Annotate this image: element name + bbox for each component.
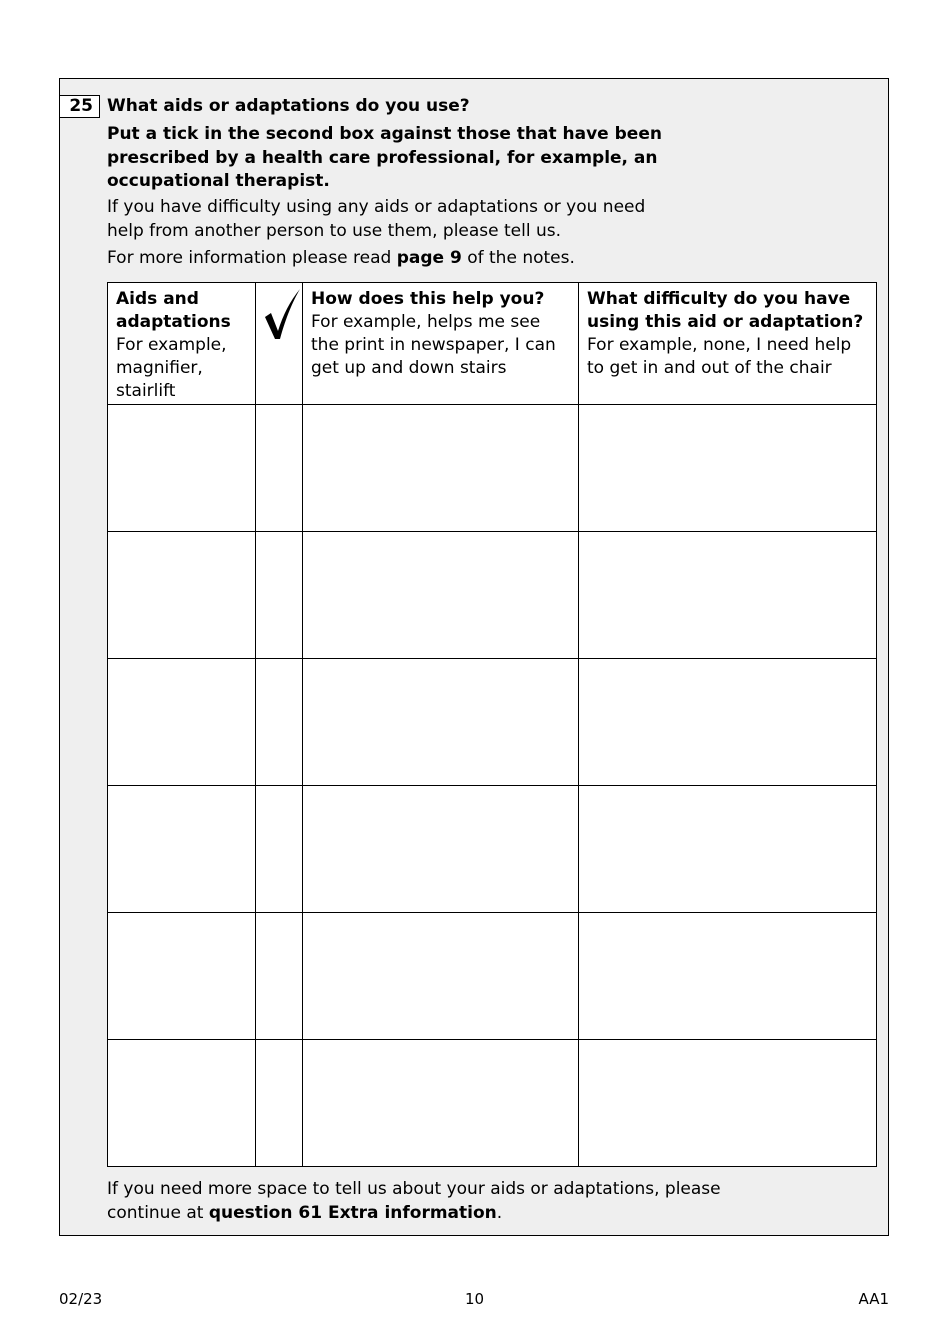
difficulty-cell[interactable] bbox=[579, 786, 877, 913]
difficulty-cell[interactable] bbox=[579, 405, 877, 532]
aid-cell[interactable] bbox=[108, 913, 256, 1040]
aid-cell[interactable] bbox=[108, 1040, 256, 1167]
how-helps-cell[interactable] bbox=[303, 659, 579, 786]
more-info-page-ref: page 9 bbox=[396, 248, 462, 268]
table-header-row bbox=[108, 283, 877, 405]
extra-space-question-ref: question 61 Extra information bbox=[208, 1202, 497, 1223]
aid-cell[interactable] bbox=[108, 405, 256, 532]
aid-cell[interactable] bbox=[108, 532, 256, 659]
how-helps-cell[interactable] bbox=[303, 913, 579, 1040]
aid-cell[interactable] bbox=[108, 786, 256, 913]
more-info-text bbox=[107, 247, 575, 271]
footer-date: 02/23 bbox=[59, 1290, 103, 1308]
more-info-suffix: of the notes. bbox=[461, 248, 575, 268]
prescribed-tick-cell[interactable] bbox=[256, 659, 303, 786]
question-instruction: Put a tick in the second box against those that have been prescribed by a health care professional, for example, an occupational therapist. bbox=[107, 124, 662, 191]
header-difficulty-title: What difficulty do you have using this aid or adaptation? bbox=[587, 289, 864, 332]
more-info-prefix: For more information please read bbox=[107, 248, 397, 268]
question-25-section bbox=[59, 78, 889, 1236]
table-row bbox=[108, 913, 877, 1040]
aid-cell[interactable] bbox=[108, 659, 256, 786]
question-title: What aids or adaptations do you use? bbox=[107, 96, 470, 116]
aids-table bbox=[107, 282, 877, 1167]
header-how-helps-title: How does this help you? bbox=[311, 289, 545, 309]
question-help-text: If you have difficulty using any aids or adaptations or you need help from another person to use them, please tell us. bbox=[107, 197, 646, 241]
prescribed-tick-cell[interactable] bbox=[256, 1040, 303, 1167]
how-helps-cell[interactable] bbox=[303, 786, 579, 913]
how-helps-cell[interactable] bbox=[303, 1040, 579, 1167]
prescribed-tick-cell[interactable] bbox=[256, 405, 303, 532]
prescribed-tick-cell[interactable] bbox=[256, 786, 303, 913]
difficulty-cell[interactable] bbox=[579, 532, 877, 659]
how-helps-cell[interactable] bbox=[303, 532, 579, 659]
prescribed-tick-cell[interactable] bbox=[256, 913, 303, 1040]
header-aids bbox=[108, 283, 256, 405]
extra-space-note bbox=[107, 1178, 747, 1225]
header-how-helps-example: For example, helps me see the print in newspaper, I can get up and down stairs bbox=[311, 312, 556, 378]
table-row bbox=[108, 1040, 877, 1167]
difficulty-cell[interactable] bbox=[579, 1040, 877, 1167]
table-row bbox=[108, 532, 877, 659]
header-aids-example: For example, magnifier, stairlift bbox=[116, 335, 227, 401]
footer-form-code: AA1 bbox=[858, 1290, 889, 1308]
prescribed-tick-cell[interactable] bbox=[256, 532, 303, 659]
extra-space-prefix: If you need more space to tell us about your aids or adaptations, please continue at bbox=[107, 1179, 721, 1223]
header-difficulty-example: For example, none, I need help to get in and out of the chair bbox=[587, 335, 852, 378]
difficulty-cell[interactable] bbox=[579, 659, 877, 786]
header-prescribed bbox=[256, 283, 303, 405]
table-row bbox=[108, 405, 877, 532]
how-helps-cell[interactable] bbox=[303, 405, 579, 532]
extra-space-suffix: . bbox=[496, 1202, 503, 1223]
tick-icon bbox=[262, 287, 302, 341]
difficulty-cell[interactable] bbox=[579, 913, 877, 1040]
footer-page-number: 10 bbox=[465, 1290, 485, 1308]
question-number: 25 bbox=[60, 95, 100, 118]
header-aids-title: Aids and adaptations bbox=[116, 289, 231, 332]
header-difficulty bbox=[579, 283, 877, 405]
header-how-helps bbox=[303, 283, 579, 405]
table-row bbox=[108, 659, 877, 786]
table-row bbox=[108, 786, 877, 913]
